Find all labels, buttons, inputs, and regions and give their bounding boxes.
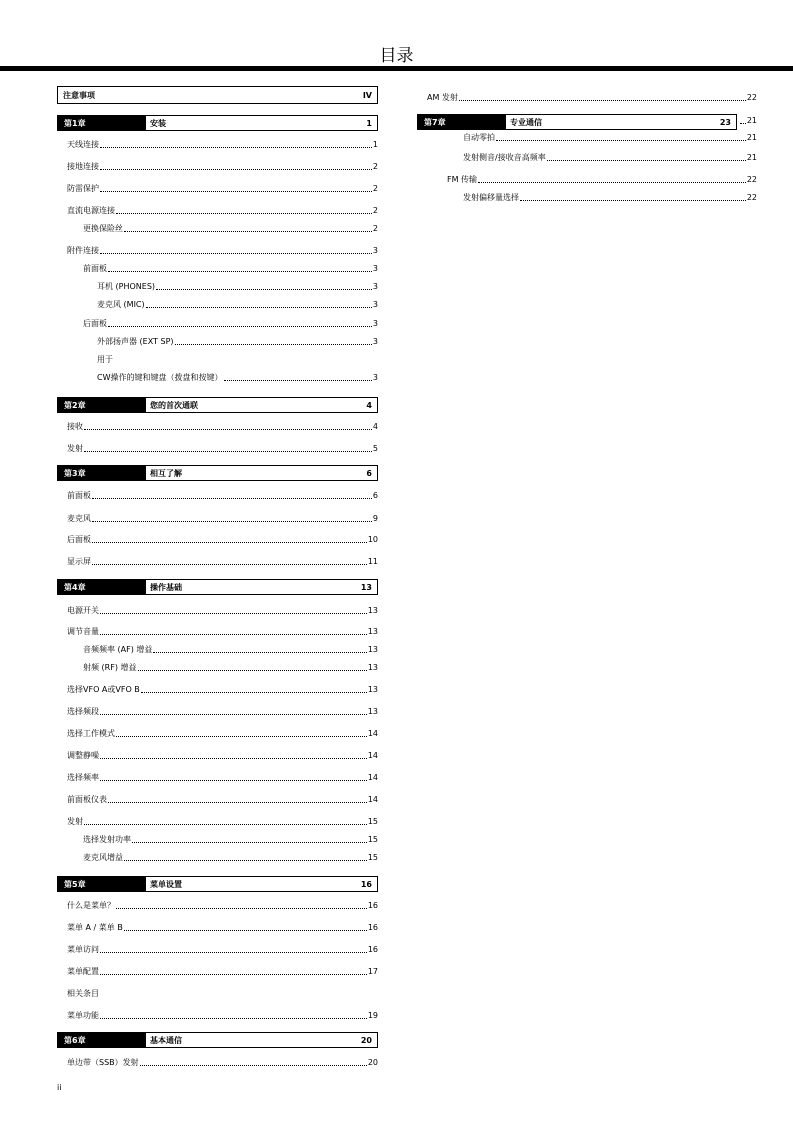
toc-entry[interactable] xyxy=(67,751,378,761)
toc-entry-label: 选择频段 xyxy=(67,707,99,716)
leader-dots xyxy=(146,307,372,308)
toc-entry-page: 3 xyxy=(372,337,378,346)
toc-entry-page: 22 xyxy=(746,175,757,184)
toc-entry-page: 22 xyxy=(746,93,757,102)
toc-entry-page: 3 xyxy=(372,282,378,291)
chapter-title: 安装 xyxy=(150,118,166,128)
leader-dots xyxy=(92,542,367,543)
toc-entry[interactable] xyxy=(83,835,378,845)
leader-dots xyxy=(116,213,372,214)
toc-entry-label: 发射侧音/接收音高频率 xyxy=(463,153,546,162)
toc-entry-page: 13 xyxy=(367,606,378,615)
toc-entry[interactable] xyxy=(97,337,378,347)
toc-entry-label: 调节音量 xyxy=(67,627,99,636)
toc-entry[interactable] xyxy=(67,606,378,616)
toc-entry-page: 22 xyxy=(746,193,757,202)
toc-entry[interactable] xyxy=(67,514,378,524)
toc-entry[interactable] xyxy=(97,300,378,310)
leader-dots xyxy=(100,169,372,170)
toc-entry[interactable] xyxy=(67,246,378,256)
toc-entry-label: 更换保险丝 xyxy=(83,224,123,233)
chapter-number: 第3章 xyxy=(58,466,146,480)
leader-dots xyxy=(141,692,367,693)
chapter-page: 6 xyxy=(366,468,372,478)
leader-dots xyxy=(100,253,372,254)
toc-entry-page: 13 xyxy=(367,663,378,672)
leader-dots xyxy=(92,498,372,499)
chapter-title: 操作基础 xyxy=(150,582,182,592)
toc-entry-page: 10 xyxy=(367,535,378,544)
page-title: 目录 xyxy=(379,46,414,66)
toc-entry-page: 3 xyxy=(372,319,378,328)
leader-dots xyxy=(100,191,372,192)
toc-entry-label: 音频频率 (AF) 增益 xyxy=(83,645,153,654)
toc-entry[interactable] xyxy=(67,901,378,911)
leader-dots xyxy=(100,952,367,953)
toc-entry[interactable] xyxy=(97,282,378,292)
toc-entry-label: 发射偏移量选择 xyxy=(463,193,519,202)
toc-entry[interactable] xyxy=(97,355,378,365)
chapter-page: 1 xyxy=(366,118,372,128)
notes-label: 注意事项 xyxy=(63,90,95,100)
notes-box[interactable] xyxy=(57,86,378,104)
leader-dots xyxy=(100,714,367,715)
toc-entry-label: 菜单访问 xyxy=(67,945,99,954)
leader-dots xyxy=(100,147,372,148)
toc-entry-label: 直流电源连接 xyxy=(67,206,115,215)
toc-entry[interactable] xyxy=(67,162,378,172)
toc-entry[interactable] xyxy=(67,1011,378,1021)
leader-dots xyxy=(100,634,367,635)
toc-entry-page: 11 xyxy=(367,557,378,566)
toc-entry-page: 16 xyxy=(367,923,378,932)
toc-entry-page: 2 xyxy=(372,224,378,233)
leader-dots xyxy=(92,521,372,522)
page-number: ii xyxy=(57,1083,62,1092)
toc-entry-label: FM 传输 xyxy=(447,175,478,184)
toc-entry-label: 菜单功能 xyxy=(67,1011,99,1020)
toc-entry-label: 接收 xyxy=(67,422,83,431)
chapter-header[interactable] xyxy=(57,465,378,481)
chapter-number: 第1章 xyxy=(58,116,146,130)
chapter-title: 专业通信 xyxy=(510,117,542,127)
toc-entry-page: 21 xyxy=(746,116,757,125)
toc-entry-page: 2 xyxy=(372,162,378,171)
toc-entry[interactable] xyxy=(67,1058,378,1068)
chapter-header[interactable] xyxy=(57,115,378,131)
leader-dots xyxy=(108,802,367,803)
toc-entry-label: 麦克风 xyxy=(67,514,91,523)
toc-entry[interactable] xyxy=(67,184,378,194)
toc-entry[interactable] xyxy=(83,319,378,329)
leader-dots xyxy=(84,824,367,825)
toc-entry-page: 14 xyxy=(367,751,378,760)
toc-entry-page: 2 xyxy=(372,206,378,215)
toc-entry-page: 16 xyxy=(367,945,378,954)
leader-dots xyxy=(100,613,367,614)
toc-entry-label: 用于 xyxy=(97,355,113,364)
chapter-page: 23 xyxy=(719,117,731,127)
leader-dots xyxy=(116,908,367,909)
toc-entry[interactable] xyxy=(67,557,378,567)
leader-dots xyxy=(100,780,367,781)
toc-entry[interactable] xyxy=(463,153,757,163)
toc-entry[interactable] xyxy=(83,224,378,234)
toc-entry-label: 调整静噪 xyxy=(67,751,99,760)
toc-entry-label: 单边带（SSB）发射 xyxy=(67,1058,139,1067)
leader-dots xyxy=(132,842,367,843)
toc-entry[interactable] xyxy=(67,967,378,977)
toc-entry-page: 5 xyxy=(372,444,378,453)
toc-entry[interactable] xyxy=(67,945,378,955)
toc-entry[interactable] xyxy=(83,663,378,673)
toc-entry-page: 20 xyxy=(367,1058,378,1067)
chapter-number: 第2章 xyxy=(58,398,146,412)
toc-entry-label: 什么是菜单？ xyxy=(67,901,115,910)
toc-entry-label: 相关条目 xyxy=(67,989,99,998)
leader-dots xyxy=(175,344,372,345)
toc-entry-label: 射频 (RF) 增益 xyxy=(83,663,137,672)
toc-entry-label: 前面板仪表 xyxy=(67,795,107,804)
chapter-page: 4 xyxy=(366,400,372,410)
chapter-title: 相互了解 xyxy=(150,468,182,478)
toc-entry-label: 选择发射功率 xyxy=(83,835,131,844)
toc-entry[interactable] xyxy=(67,627,378,637)
chapter-page: 16 xyxy=(360,879,372,889)
chapter-header[interactable] xyxy=(57,397,378,413)
toc-entry-page: 6 xyxy=(372,491,378,500)
toc-entry[interactable] xyxy=(67,206,378,216)
leader-dots xyxy=(520,200,746,201)
toc-entry[interactable] xyxy=(67,729,378,739)
toc-entry[interactable] xyxy=(67,422,378,432)
chapter-number: 第4章 xyxy=(58,580,146,594)
chapter-page: 13 xyxy=(360,582,372,592)
leader-dots xyxy=(478,182,746,183)
toc-entry-page: 3 xyxy=(372,373,378,382)
toc-entry-label: 发射 xyxy=(67,817,83,826)
toc-entry[interactable] xyxy=(83,264,378,274)
toc-entry-label: 选择工作模式 xyxy=(67,729,115,738)
toc-entry-label: 显示屏 xyxy=(67,557,91,566)
toc-entry[interactable] xyxy=(67,923,378,933)
toc-entry[interactable] xyxy=(67,795,378,805)
toc-entry-page: 14 xyxy=(367,729,378,738)
toc-entry-page: 19 xyxy=(367,1011,378,1020)
toc-entry-page: 2 xyxy=(372,184,378,193)
toc-entry[interactable] xyxy=(67,707,378,717)
toc-entry-label: 后面板 xyxy=(83,319,107,328)
toc-entry-label: 发射 xyxy=(67,444,83,453)
leader-dots xyxy=(100,974,367,975)
chapter-title: 菜单设置 xyxy=(150,879,182,889)
toc-entry[interactable] xyxy=(67,685,378,695)
chapter-header[interactable] xyxy=(57,579,378,595)
toc-entry-label: 选择VFO A或VFO B xyxy=(67,685,140,694)
toc-entry[interactable] xyxy=(447,175,757,185)
toc-entry-page: 13 xyxy=(367,707,378,716)
toc-entry[interactable] xyxy=(67,817,378,827)
leader-dots xyxy=(84,451,372,452)
toc-entry-page: 13 xyxy=(367,645,378,654)
toc-entry-page: 14 xyxy=(367,773,378,782)
title-rule xyxy=(0,66,793,71)
leader-dots xyxy=(100,1018,367,1019)
toc-entry[interactable] xyxy=(67,989,378,999)
toc-entry-label: CW操作的键和键盘（拨盘和按键） xyxy=(97,373,223,382)
leader-dots xyxy=(547,160,746,161)
toc-entry-label: 菜单配置 xyxy=(67,967,99,976)
toc-entry-page: 3 xyxy=(372,300,378,309)
chapter-header[interactable] xyxy=(57,876,378,892)
toc-entry-label: 电源开关 xyxy=(67,606,99,615)
toc-entry-page: 3 xyxy=(372,246,378,255)
toc-entry-page: 15 xyxy=(367,835,378,844)
leader-dots xyxy=(140,1065,367,1066)
toc-entry[interactable] xyxy=(67,140,378,150)
toc-entry[interactable] xyxy=(67,535,378,545)
toc-entry-page: 3 xyxy=(372,264,378,273)
chapter-number: 第5章 xyxy=(58,877,146,891)
toc-entry-label: 天线连接 xyxy=(67,140,99,149)
toc-entry[interactable] xyxy=(67,773,378,783)
toc-entry-label: 麦克风增益 xyxy=(83,853,123,862)
toc-entry[interactable] xyxy=(97,373,378,383)
toc-entry-page: 9 xyxy=(372,514,378,523)
chapter-title: 您的首次通联 xyxy=(150,400,198,410)
toc-entry-label: 后面板 xyxy=(67,535,91,544)
toc-entry[interactable] xyxy=(427,93,757,103)
toc-entry[interactable] xyxy=(83,645,378,655)
leader-dots xyxy=(124,930,367,931)
toc-entry-page: 4 xyxy=(372,422,378,431)
toc-entry-page: 14 xyxy=(367,795,378,804)
leader-dots xyxy=(224,380,372,381)
chapter-page: 20 xyxy=(360,1035,372,1045)
toc-entry[interactable] xyxy=(83,853,378,863)
leader-dots xyxy=(124,231,372,232)
leader-dots xyxy=(116,736,367,737)
toc-entry-label: 选择频率 xyxy=(67,773,99,782)
toc-entry-label: 外部扬声器 (EXT SP) xyxy=(97,337,174,346)
chapter-number: 第6章 xyxy=(58,1033,146,1047)
toc-entry[interactable] xyxy=(463,133,757,143)
toc-entry-label: 前面板 xyxy=(83,264,107,273)
leader-dots xyxy=(496,140,746,141)
chapter-title: 基本通信 xyxy=(150,1035,182,1045)
toc-entry-label: AM 发射 xyxy=(427,93,458,102)
leader-dots xyxy=(108,271,372,272)
toc-entry-label: 前面板 xyxy=(67,491,91,500)
toc-entry[interactable] xyxy=(67,444,378,454)
toc-entry-label: 附件连接 xyxy=(67,246,99,255)
toc-entry-page: 15 xyxy=(367,853,378,862)
chapter-header[interactable] xyxy=(57,1032,378,1048)
leader-dots xyxy=(459,100,746,101)
leader-dots xyxy=(740,123,746,124)
chapter-number: 第7章 xyxy=(418,115,506,129)
leader-dots xyxy=(92,564,367,565)
chapter-header[interactable] xyxy=(417,114,737,130)
leader-dots xyxy=(108,326,372,327)
leader-dots xyxy=(156,289,372,290)
toc-entry-label: 菜单 A / 菜单 B xyxy=(67,923,123,932)
chapter-trailing-page xyxy=(739,116,757,126)
toc-entry-page: 13 xyxy=(367,685,378,694)
toc-entry-page: 17 xyxy=(367,967,378,976)
toc-entry-label: 接地连接 xyxy=(67,162,99,171)
leader-dots xyxy=(138,670,367,671)
toc-entry[interactable] xyxy=(463,193,757,203)
toc-entry-page: 21 xyxy=(746,133,757,142)
toc-entry-label: 自动零拍 xyxy=(463,133,495,142)
toc-entry-page: 21 xyxy=(746,153,757,162)
toc-entry-label: 耳机 (PHONES) xyxy=(97,282,156,291)
toc-entry-page: 16 xyxy=(367,901,378,910)
notes-page: IV xyxy=(362,90,372,100)
toc-entry-page: 1 xyxy=(372,140,378,149)
toc-entry-label: 防雷保护 xyxy=(67,184,99,193)
toc-entry-label: 麦克风 (MIC) xyxy=(97,300,145,309)
toc-entry[interactable] xyxy=(67,491,378,501)
leader-dots xyxy=(153,652,366,653)
leader-dots xyxy=(100,758,367,759)
toc-entry-page: 13 xyxy=(367,627,378,636)
leader-dots xyxy=(84,429,372,430)
toc-entry-page: 15 xyxy=(367,817,378,826)
leader-dots xyxy=(124,860,367,861)
